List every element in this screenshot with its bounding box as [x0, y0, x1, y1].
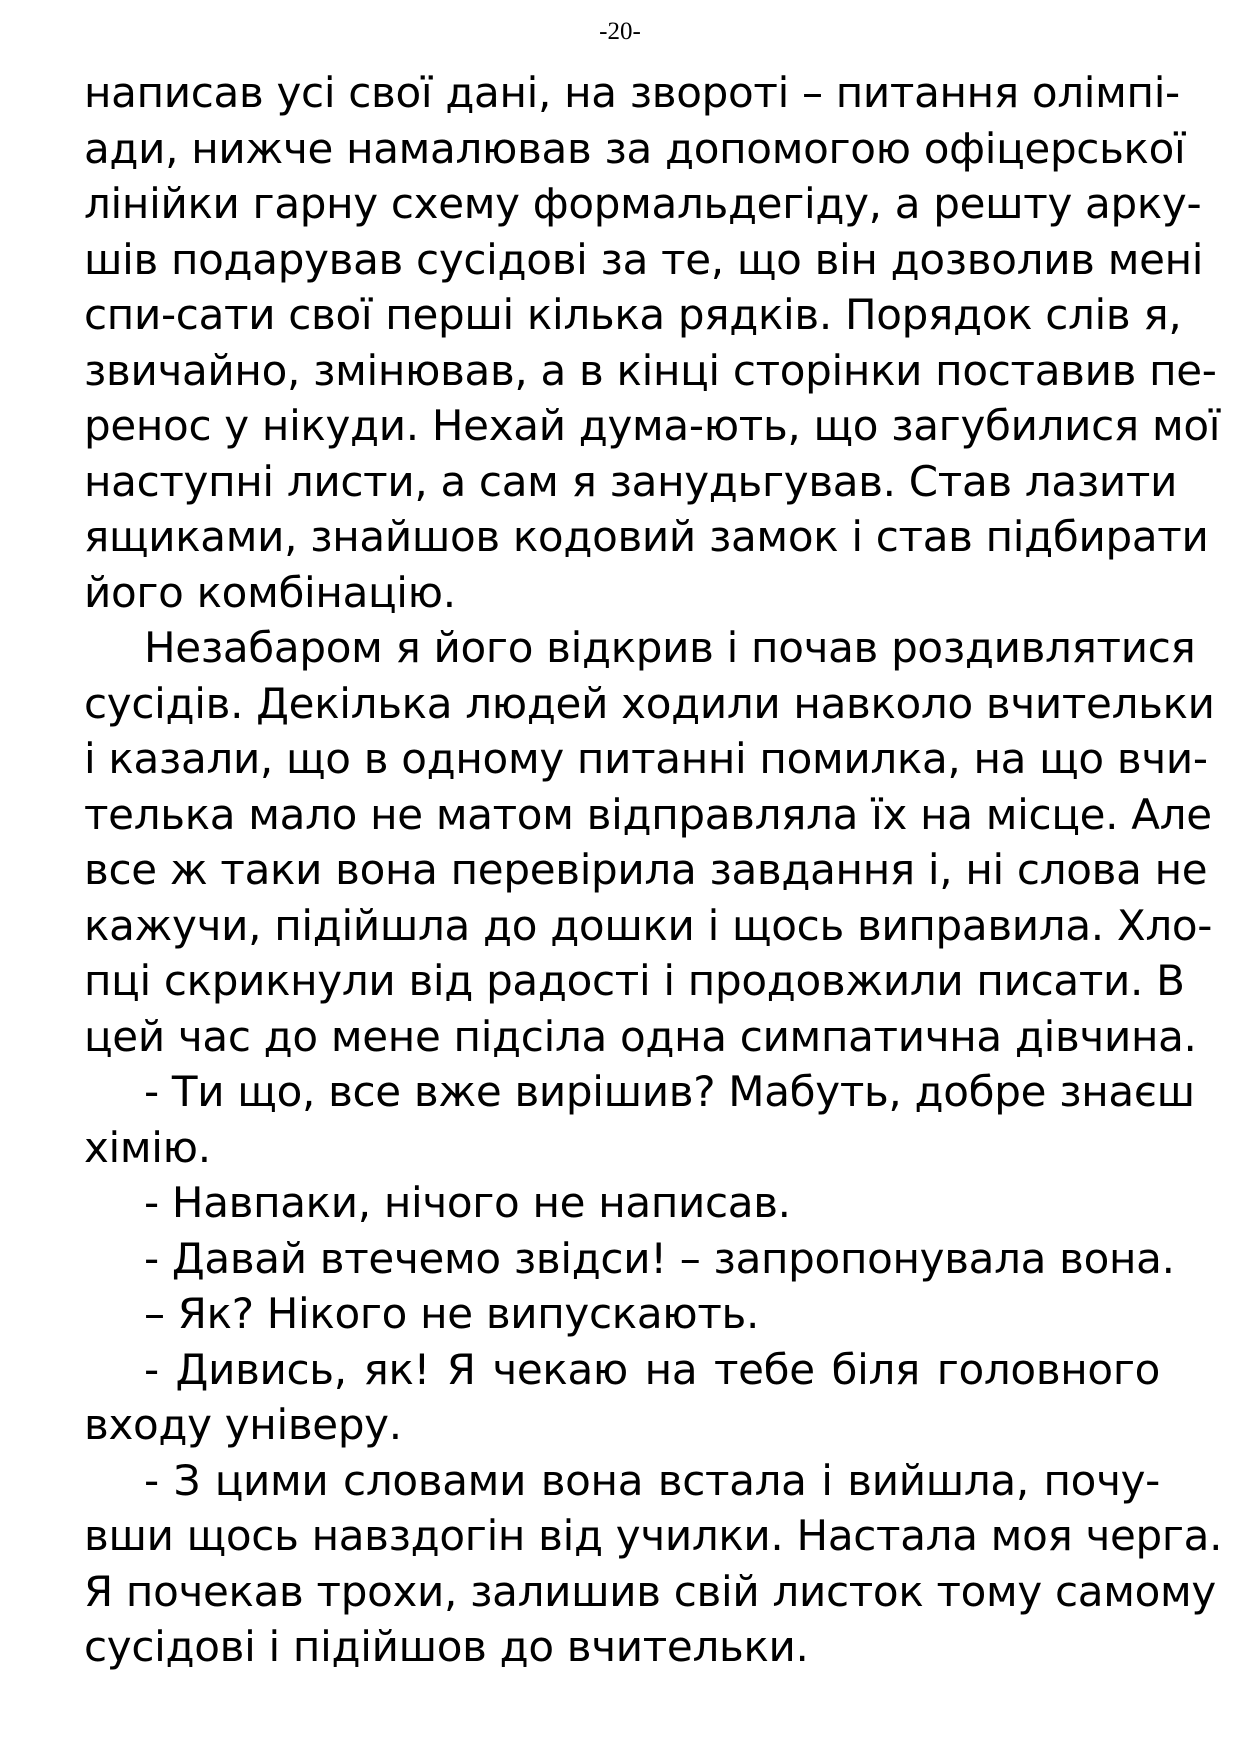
text-line: хімію.	[84, 1122, 211, 1172]
text-line: вши щось навздогін від училки. Настала моя черга.	[84, 1511, 1223, 1560]
text-line: сусідові і підійшов до вчительки.	[84, 1622, 809, 1671]
text-line: сусідів. Декілька людей ходили навколо вчительки	[84, 678, 1215, 728]
text-line: телька мало не матом відправляла їх на місце. Але	[84, 789, 1212, 839]
text-line: ящиками, знайшов кодовий замок і став підбирати	[84, 512, 1209, 561]
text-line: ади, нижче намалював за допомогою офіцерської	[84, 123, 1186, 173]
text-line: цей час до мене підсіла одна симпатична дівчина.	[84, 1011, 1197, 1061]
text-line: все ж таки вона перевірила завдання і, ні слова не	[84, 845, 1208, 894]
text-line: пці скрикнули від радості і продовжили писати. В	[84, 956, 1185, 1005]
text-line: - Навпаки, нічого не написав.	[144, 1178, 791, 1227]
text-line: Незабаром я його відкрив і почав роздивлятися	[144, 623, 1196, 672]
text-line: його комбінацію.	[84, 567, 456, 617]
text-line: і казали, що в одному питанні помилка, на що вчи-	[84, 734, 1208, 783]
text-line: наступні листи, а сам я занудьгував. Став лазити	[84, 456, 1178, 506]
text-line: - Давай втечемо звідси! – запропонувала вона.	[144, 1233, 1175, 1283]
text-line: шів подарував сусідові за те, що він дозволив мені	[84, 234, 1204, 284]
page-number: -20-	[599, 18, 641, 45]
text-line: написав усі свої дані, на звороті – питання олімпі-	[84, 68, 1180, 117]
text-line: звичайно, змінював, а в кінці сторінки поставив пе-	[84, 345, 1217, 395]
text-line: - Ти що, все вже вирішив? Мабуть, добре знаєш	[144, 1067, 1195, 1116]
text-line: лінійки гарну схему формальдегіду, а решту арку-	[84, 179, 1202, 228]
text-line: - Дивись, як! Я чекаю на тебе біля головного	[144, 1344, 1160, 1394]
text-line: Я почекав трохи, залишив свій листок тому самому	[84, 1566, 1216, 1616]
text-line: спи-сати свої перші кілька рядків. Порядок слів я,	[84, 290, 1182, 339]
body-text	[84, 65, 1223, 1675]
text-line: входу універу.	[84, 1400, 402, 1449]
text-line: - З цими словами вона встала і вийшла, почу-	[144, 1455, 1160, 1505]
text-line: – Як? Нікого не випускають.	[144, 1289, 760, 1338]
text-line: кажучи, підійшла до дошки і щось виправила. Хло-	[84, 900, 1213, 950]
text-line: ренос у нікуди. Нехай дума-ють, що загубилися мої	[84, 401, 1221, 450]
